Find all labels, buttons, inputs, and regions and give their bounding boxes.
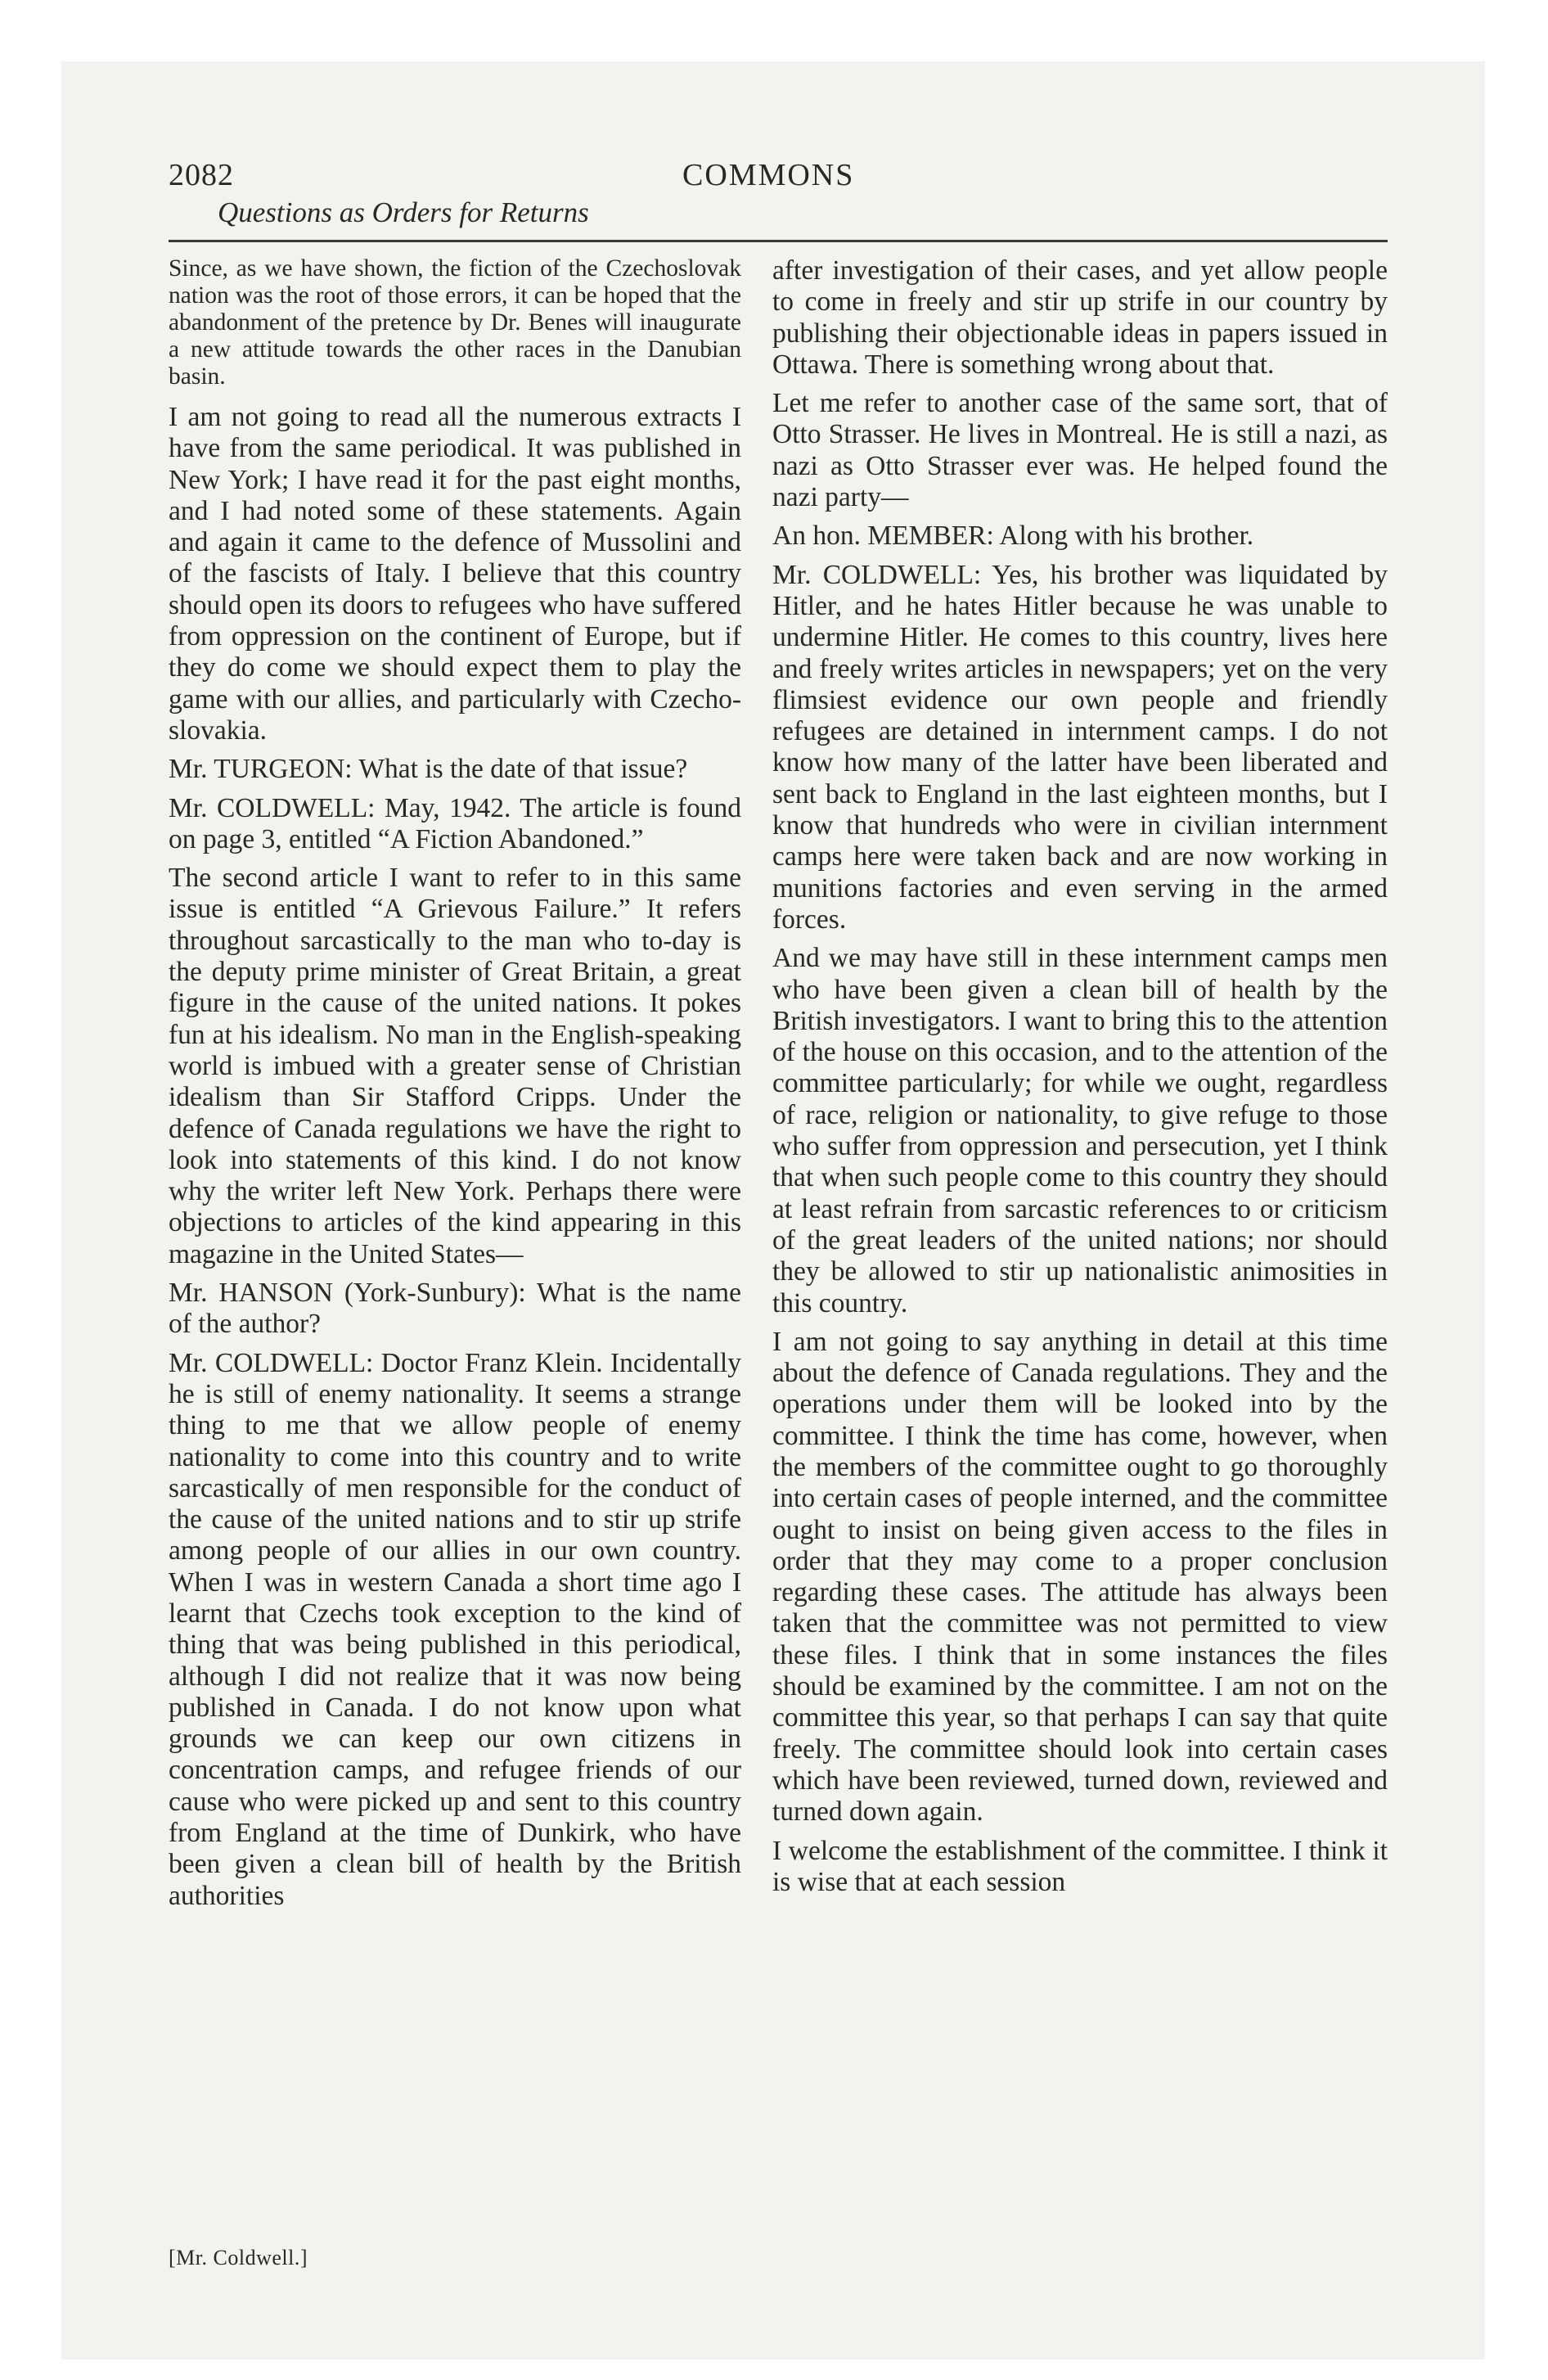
header-rule: [169, 240, 1388, 242]
right-column: [772, 255, 1388, 1905]
section-title: Questions as Orders for Returns: [218, 196, 589, 228]
paragraph: Mr. HANSON (York-Sunbury): What is the name of the author?: [169, 1278, 741, 1340]
paragraph: And we may have still in these internment camps men who have been given a clean bill of health by the British investigators. I want to bring this to the attention of the house on this occasion, and to the attention of the committee particularly; for while we ought, regardless of race, religion or nationality, to give refuge to those who suffer from oppression and persecution, yet I think that when such people come to this country they should at least refrain from sarcastic references to or criticism of the great leaders of the united nations; nor should they be allowed to stir up nationalistic animosities in this country.: [772, 943, 1388, 1318]
paragraph: Mr. COLDWELL: May, 1942. The article is found on page 3, entitled “A Fiction Abandoned.”: [169, 792, 741, 854]
speaker-attribution: [Mr. Coldwell.]: [169, 2246, 308, 2270]
paragraph: Since, as we have shown, the fiction of the Czechoslovak nation was the root of those errors, it can be hoped that the abandonment of the pretence by Dr. Benes will inaugurate a new attitude towards the other races in the Danubian basin.: [169, 255, 741, 390]
page-number: 2082: [169, 158, 234, 192]
paragraph: I am not going to read all the numerous extracts I have from the same periodical. It was published in New York; I have read it for the past eight months, and I had noted some of these statements. Again and again it came to the defence of Mussolini and of the fascists of Italy. I believe that this country should open its doors to refugees who have suffered from oppression on the continent of Europe, but if they do come we should expect them to play the game with our allies, and particularly with Czechoslovakia.: [169, 402, 741, 746]
left-column: [169, 255, 741, 1919]
paragraph: I am not going to say anything in detail at this time about the defence of Canada regulations. They and the operations under them will be looked into by the committee. I think the time has come, however, when the members of the committee ought to go thoroughly into certain cases of people interned, and the committee ought to insist on being given access to the files in order that they may come to a proper conclusion regarding these cases. The attitude has always been taken that the committee was not permitted to view these files. I think that in some instances the files should be examined by the committee. I am not on the committee this year, so that perhaps I can say that quite freely. The committee should look into certain cases which have been reviewed, turned down, reviewed and turned down again.: [772, 1326, 1388, 1828]
paragraph: The second article I want to refer to in this same issue is entitled “A Grievous Failure.” It refers throughout sarcastically to the man who to-day is the deputy prime minister of Great Britain, a great figure in the cause of the united nations. It pokes fun at his idealism. No man in the English-speaking world is imbued with a greater sense of Christian idealism than Sir Stafford Cripps. Under the defence of Canada regulations we have the right to look into statements of this kind. I do not know why the writer left New York. Perhaps there were objections to articles of the kind appearing in this magazine in the United States—: [169, 863, 741, 1269]
running-head: COMMONS: [682, 158, 855, 192]
paragraph: after investigation of their cases, and yet allow people to come in freely and stir up strife in our country by publishing their objectionable ideas in papers issued in Ottawa. There is something wrong about that.: [772, 255, 1388, 380]
paragraph: Mr. COLDWELL: Yes, his brother was liquidated by Hitler, and he hates Hitler because he was unable to undermine Hitler. He comes to this country, lives here and freely writes articles in newspapers; yet on the very flimsiest evidence our own people and friendly refugees are detained in internment camps. I do not know how many of the latter have been liberated and sent back to England in the last eighteen months, but I know that hundreds who were in civilian internment camps here were taken back and are now working in munitions factories and even serving in the armed forces.: [772, 559, 1388, 935]
paragraph: I welcome the establishment of the committee. I think it is wise that at each session: [772, 1835, 1388, 1897]
paragraph: An hon. MEMBER: Along with his brother.: [772, 521, 1254, 552]
paragraph: Mr. COLDWELL: Doctor Franz Klein. Incidentally he is still of enemy nationality. It seems a strange thing to me that we allow people of enemy nationality to come into this country and to write sarcastically of men responsible for the conduct of the cause of the united nations and to stir up strife among people of our allies in our own country. When I was in western Canada a short time ago I learnt that Czechs took exception to the kind of thing that was being published in this periodical, although I did not realize that it was now being published in Canada. I do not know upon what grounds we can keep our own citizens in concentration camps, and refugee friends of our cause who were picked up and sent to this country from England at the time of Dunkirk, who have been given a clean bill of health by the British authorities: [169, 1347, 741, 1911]
paragraph: Let me refer to another case of the same sort, that of Otto Strasser. He lives in Montreal. He is still a nazi, as nazi as Otto Strasser ever was. He helped found the nazi party—: [772, 388, 1388, 513]
page-header: [169, 157, 1388, 247]
paragraph: Mr. TURGEON: What is the date of that issue?: [169, 754, 688, 785]
